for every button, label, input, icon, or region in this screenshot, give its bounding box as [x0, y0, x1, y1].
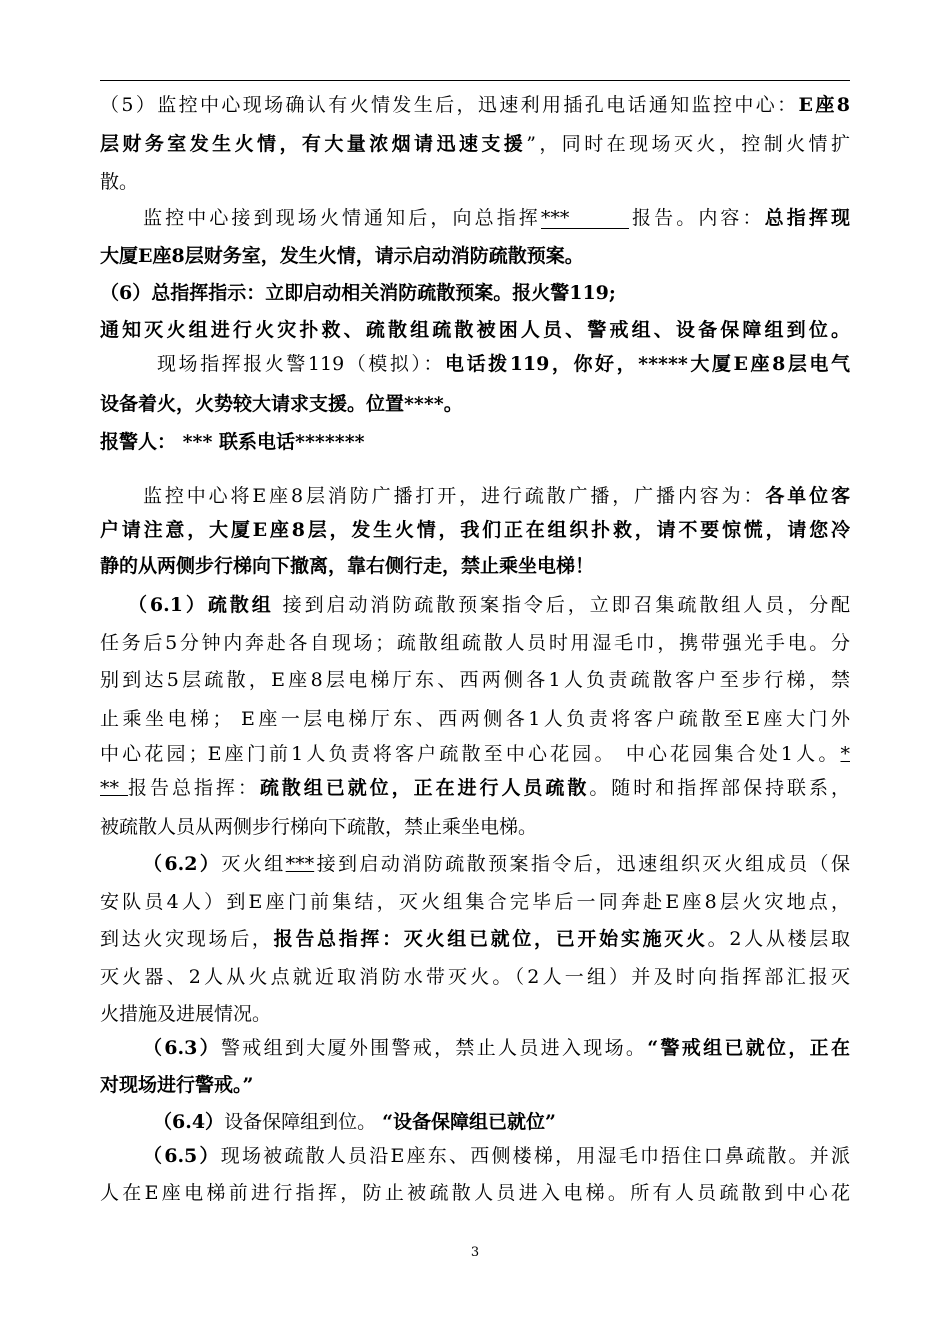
text-line: [100, 318, 850, 342]
fill-in-blank: ***: [541, 208, 629, 229]
header-rule: [100, 80, 850, 81]
text-segment: *: [840, 743, 850, 765]
text-segment: （5）监控中心现场确认有火情发生后，迅速利用插孔电话通知监控中心：: [100, 94, 799, 116]
text-segment: ”，同时在现场灭火，控制火情扩: [526, 133, 850, 155]
text-line: [100, 965, 850, 989]
text-segment: 警戒组到大厦外围警戒，禁止人员进入现场。: [221, 1037, 648, 1059]
text-line: [128, 593, 850, 617]
text-segment: 总指挥现: [764, 207, 850, 229]
text-segment: 户请注意，大厦E座8层，发生火情，我们正在组织扑救，请不要惊慌，请您冷: [100, 519, 850, 541]
text-segment: “设备保障组已就位”: [382, 1111, 556, 1133]
text-segment: 灭火组: [221, 853, 286, 875]
text-segment: 疏散组已就位，正在进行人员疏散: [259, 777, 590, 799]
text-segment: 。随时和指挥部保持联系，: [589, 777, 850, 799]
text-line: [100, 776, 850, 800]
text-line: [100, 815, 850, 839]
text-line: [100, 281, 850, 305]
text-segment: **: [100, 777, 129, 799]
text-line: [143, 1036, 850, 1060]
text-segment: ***: [285, 853, 315, 875]
text-line: [157, 352, 850, 376]
text-segment: 人在E座电梯前进行指挥，防止被疏散人员进入电梯。所有人员疏散到中心花: [100, 1182, 850, 1204]
text-line: [100, 1002, 850, 1026]
text-segment: 监控中心将E座8层消防广播打开，进行疏散广播，广播内容为：: [143, 485, 766, 507]
text-line: [100, 170, 850, 194]
text-segment: 中心花园；E座门前1人负责将客户疏散至中心花园。 中心花园集合处1人。: [100, 743, 841, 765]
text-line: [100, 93, 850, 117]
text-segment: 报警人： *** 联系电话*******: [100, 431, 365, 453]
text-segment: 静的从两侧步行梯向下撤离，靠右侧行走，禁止乘坐电梯！: [100, 555, 595, 577]
text-segment: 对现场进行警戒。”: [100, 1074, 254, 1096]
text-line: [100, 742, 850, 766]
text-segment: 接到启动消防疏散预案指令后，立即召集疏散组人员，分配: [273, 594, 850, 616]
text-segment: （6.4）: [153, 1111, 225, 1133]
text-segment: （6.2）: [143, 853, 222, 875]
text-segment: （6）总指挥指示：立即启动相关消防疏散预案。报火警119;: [100, 282, 616, 304]
text-line: [100, 132, 850, 156]
text-line: [100, 890, 850, 914]
text-segment: （6.3）: [143, 1037, 221, 1059]
text-line: [100, 1073, 850, 1097]
text-segment: 设备着火，火势较大请求支援。位置****。: [100, 393, 463, 415]
text-segment: （6.5）: [143, 1145, 221, 1167]
text-segment: 设备保障组到位。: [224, 1111, 383, 1133]
text-line: [100, 631, 850, 655]
text-segment: “警戒组已就位，正在: [647, 1037, 850, 1059]
text-segment: 到达火灾现场后，: [100, 928, 274, 950]
text-segment: 任务后5分钟内奔赴各自现场；疏散组疏散人员时用湿毛巾，携带强光手电。分: [100, 632, 850, 654]
text-segment: 层财务室发生火情，有大量浓烟请迅速支援: [100, 133, 527, 155]
text-line: [153, 1110, 850, 1134]
text-line: [100, 668, 850, 692]
text-line: [100, 430, 850, 454]
text-line: [100, 927, 850, 951]
text-line: [100, 518, 850, 542]
text-segment: 止乘坐电梯； E座一层电梯厅东、西两侧各1人负责将客户疏散至E座大门外: [100, 708, 850, 730]
text-line: [143, 484, 850, 508]
text-segment: 散。: [100, 171, 139, 193]
text-line: [143, 206, 850, 230]
text-segment: 火措施及进展情况。: [100, 1003, 272, 1025]
text-segment: 报告总指挥：: [128, 777, 260, 799]
text-line: [100, 392, 850, 416]
text-line: [100, 707, 850, 731]
text-segment: 安队员4人）到E座门前集结，灭火组集合完毕后一同奔赴E座8层火灾地点，: [100, 891, 850, 913]
text-line: [100, 554, 850, 578]
text-segment: 电话拨119，你好，*****大厦E座8层电气: [445, 353, 850, 375]
text-segment: 现场被疏散人员沿E座东、西侧楼梯，用湿毛巾捂住口鼻疏散。并派: [220, 1145, 850, 1167]
page-number: 3: [470, 1245, 480, 1260]
text-line: [100, 244, 850, 268]
text-segment: 监控中心接到现场火情通知后，向总指挥: [143, 207, 541, 229]
text-segment: （6.1）疏散组: [128, 594, 274, 616]
text-segment: 大厦E座8层财务室，发生火情，请示启动消防疏散预案。: [100, 245, 584, 267]
text-segment: 报告。内容：: [628, 207, 765, 229]
text-segment: E座8: [798, 94, 851, 116]
text-segment: 接到启动消防疏散预案指令后，迅速组织灭火组成员（保: [314, 853, 850, 875]
text-segment: 各单位客: [765, 485, 850, 507]
text-segment: 灭火器、2人从火点就近取消防水带灭火。（2人一组）并及时向指挥部汇报灭: [100, 966, 850, 988]
text-segment: 被疏散人员从两侧步行梯向下疏散，禁止乘坐电梯。: [100, 816, 538, 838]
text-segment: 现场指挥报火警119（模拟）：: [157, 353, 446, 375]
text-segment: 报告总指挥：灭火组已就位，已开始实施灭火: [273, 928, 708, 950]
text-line: [100, 1181, 850, 1205]
text-line: [143, 1144, 850, 1168]
text-segment: 。2人从楼层取: [707, 928, 850, 950]
text-line: [143, 852, 850, 876]
text-segment: 别到达5层疏散，E座8层电梯厅东、西两侧各1人负责疏散客户至步行梯，禁: [100, 669, 850, 691]
text-segment: 通知灭火组进行火灾扑救、疏散组疏散被困人员、警戒组、设备保障组到位。: [100, 319, 850, 341]
